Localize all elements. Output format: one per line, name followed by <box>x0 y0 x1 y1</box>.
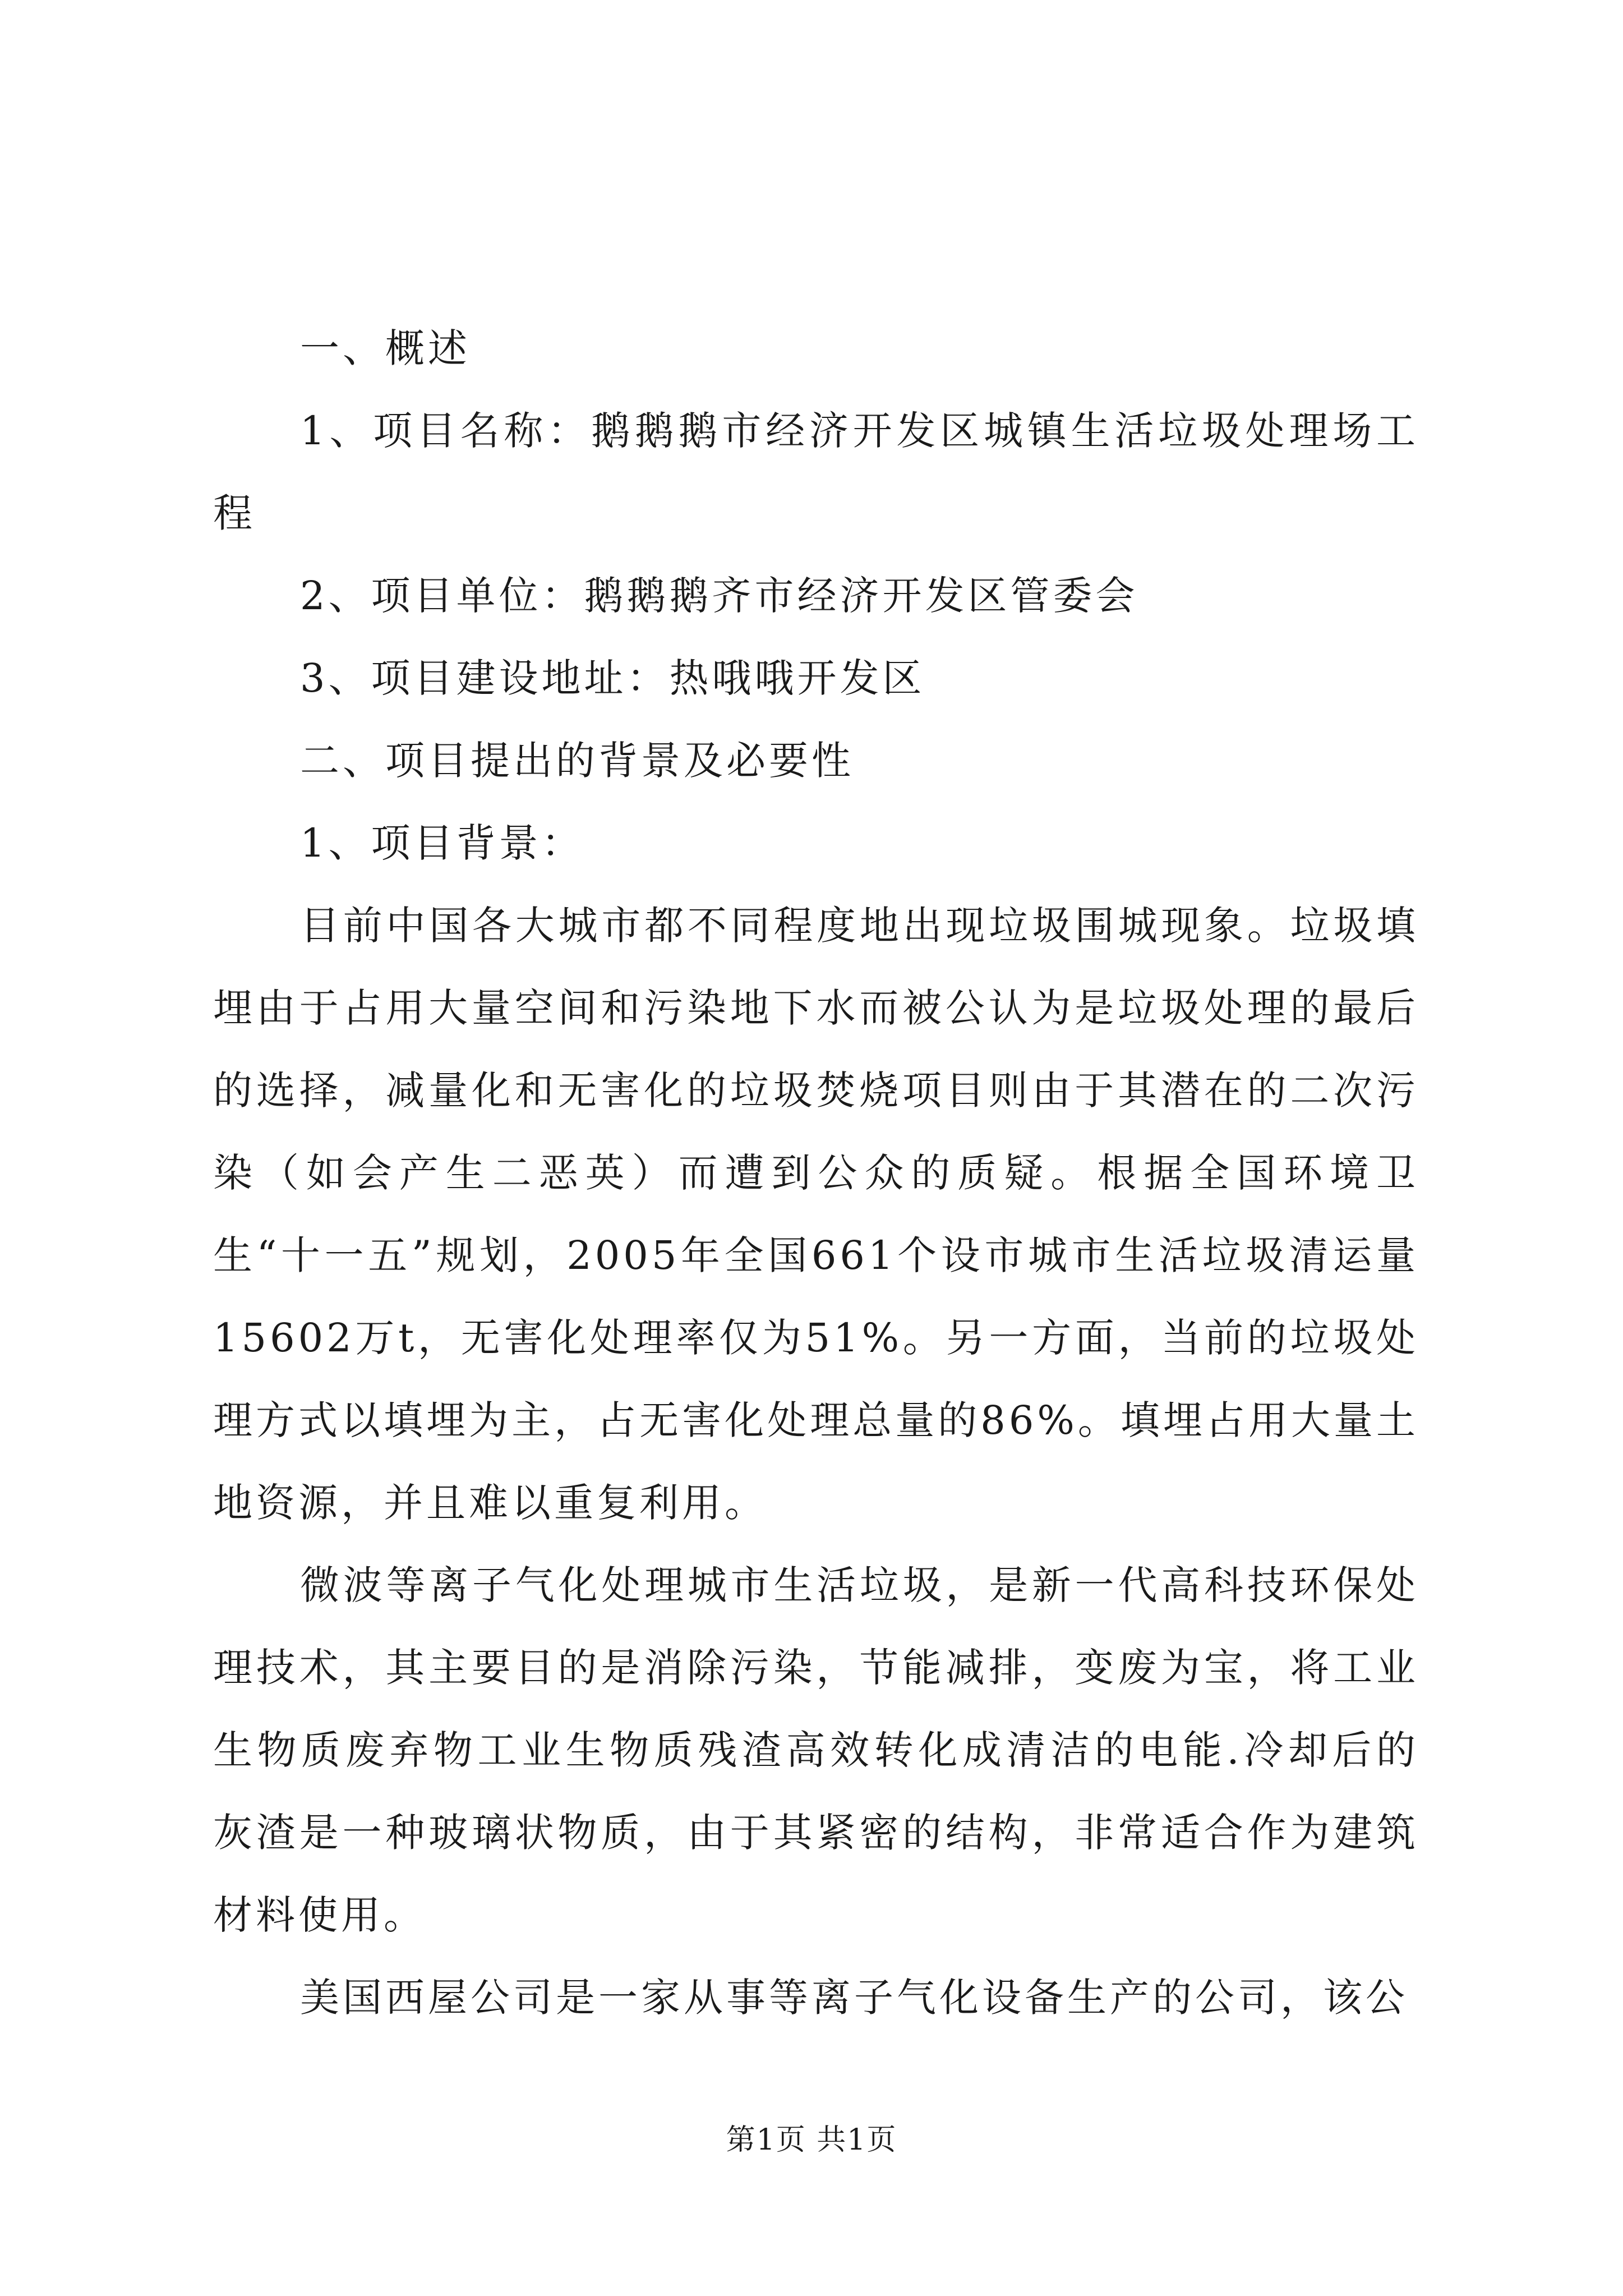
project-name-line: 1、项目名称：鹅鹅鹅市经济开发区城镇生活垃圾处理场工程 <box>213 408 1419 536</box>
section-heading-overview: 一、概述 <box>300 325 471 371</box>
project-address-line: 3、项目建设地址：热哦哦开发区 <box>300 655 925 701</box>
page-footer: 第1页 共1页 <box>726 2123 897 2157</box>
body-paragraph-landfill: 目前中国各大城市都不同程度地出现垃圾围城现象。垃圾填埋由于占用大量空间和污染地下水而被公认为是垃圾处理的最后的选择，减量化和无害化的垃圾焚烧项目则由于其潜在的二次污染（如会产生二恶英）而遭到公众的质疑。根据全国环境卫生“十一五”规划，2005年全国661个设市城市生活垃圾清运量15602万t，无害化处理率仅为51%。另一方面，当前的垃圾处理方式以填埋为主，占无害化处理总量的86%。填埋占用大量土地资源，并且难以重复利用。 <box>213 903 1419 1526</box>
subheading-project-background: 1、项目背景： <box>300 820 584 866</box>
project-unit-line: 2、项目单位：鹅鹅鹅齐市经济开发区管委会 <box>300 573 1138 619</box>
section-heading-background: 二、项目提出的背景及必要性 <box>300 738 854 784</box>
body-paragraph-plasma-gasification: 微波等离子气化处理城市生活垃圾，是新一代高科技环保处理技术，其主要目的是消除污染，节能减排，变废为宝，将工业生物质废弃物工业生物质残渣高效转化成清洁的电能.冷却后的灰渣是一种玻璃状物质，由于其紧密的结构，非常适合作为建筑材料使用。 <box>213 1562 1419 1938</box>
document-body <box>213 307 1419 2039</box>
body-paragraph-westinghouse: 美国西屋公司是一家从事等离子气化设备生产的公司，该公 <box>300 1975 1408 2021</box>
